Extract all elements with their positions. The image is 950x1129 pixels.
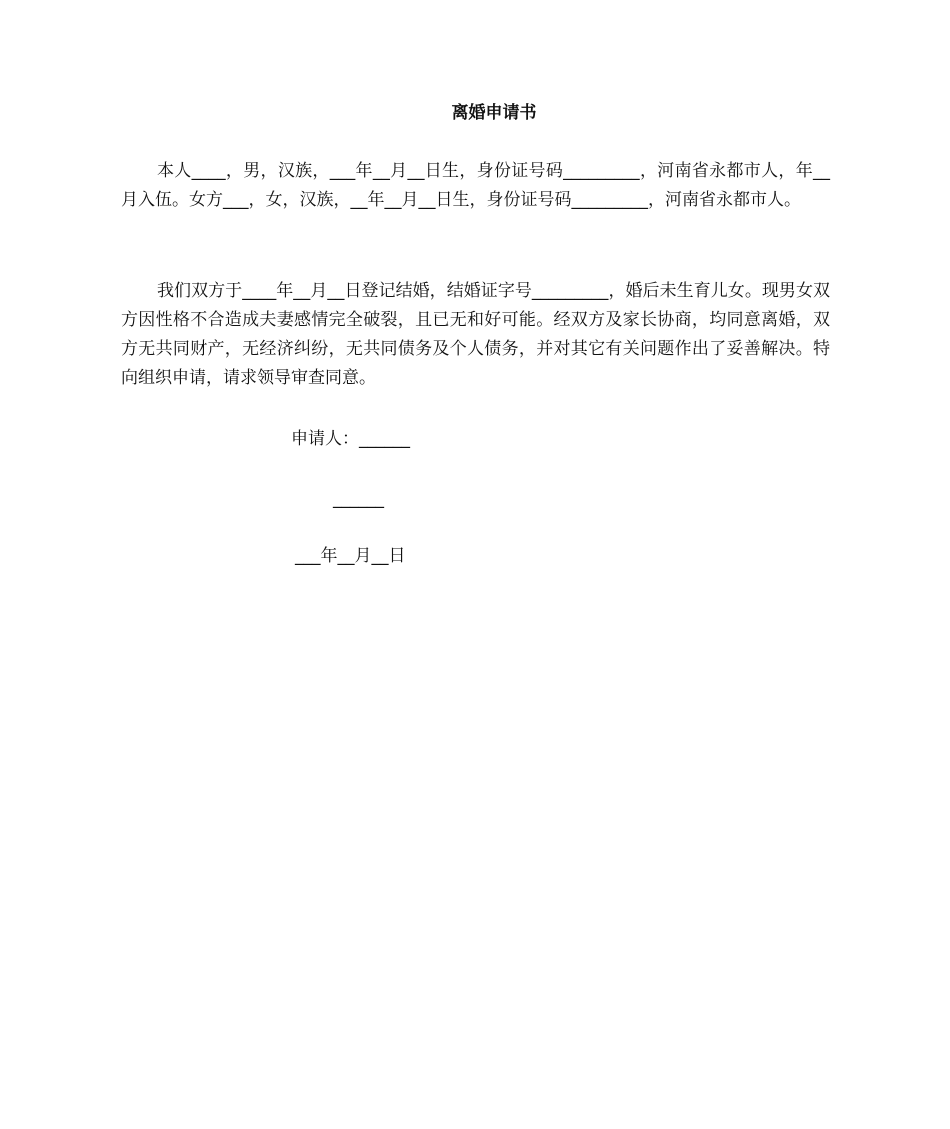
applicant-signature: 申请人：______ — [291, 429, 410, 449]
paragraph-personal-info: 本人____，男，汉族，___年__月__日生，身份证号码_________，河南省永都市人，年__月入伍。女方___，女，汉族，__年__月__日生，身份证号码_________，河南省永都市人。 — [121, 161, 830, 210]
signature-line: ______ — [333, 489, 384, 509]
document-title: 离婚申请书 — [451, 103, 537, 123]
signature-date: ___年__月__日 — [295, 546, 406, 566]
paragraph-divorce-reason: 我们双方于____年__月__日登记结婚，结婚证字号_________，婚后未生育儿女。现男女双方因性格不合造成夫妻感情完全破裂，且已无和好可能。经双方及家长协商，均同意离婚，双方无共同财产，无经济纠纷，无共同债务及个人债务，并对其它有关问题作出了妥善解决。特向组织申请，请求领导审查同意。 — [121, 281, 830, 388]
